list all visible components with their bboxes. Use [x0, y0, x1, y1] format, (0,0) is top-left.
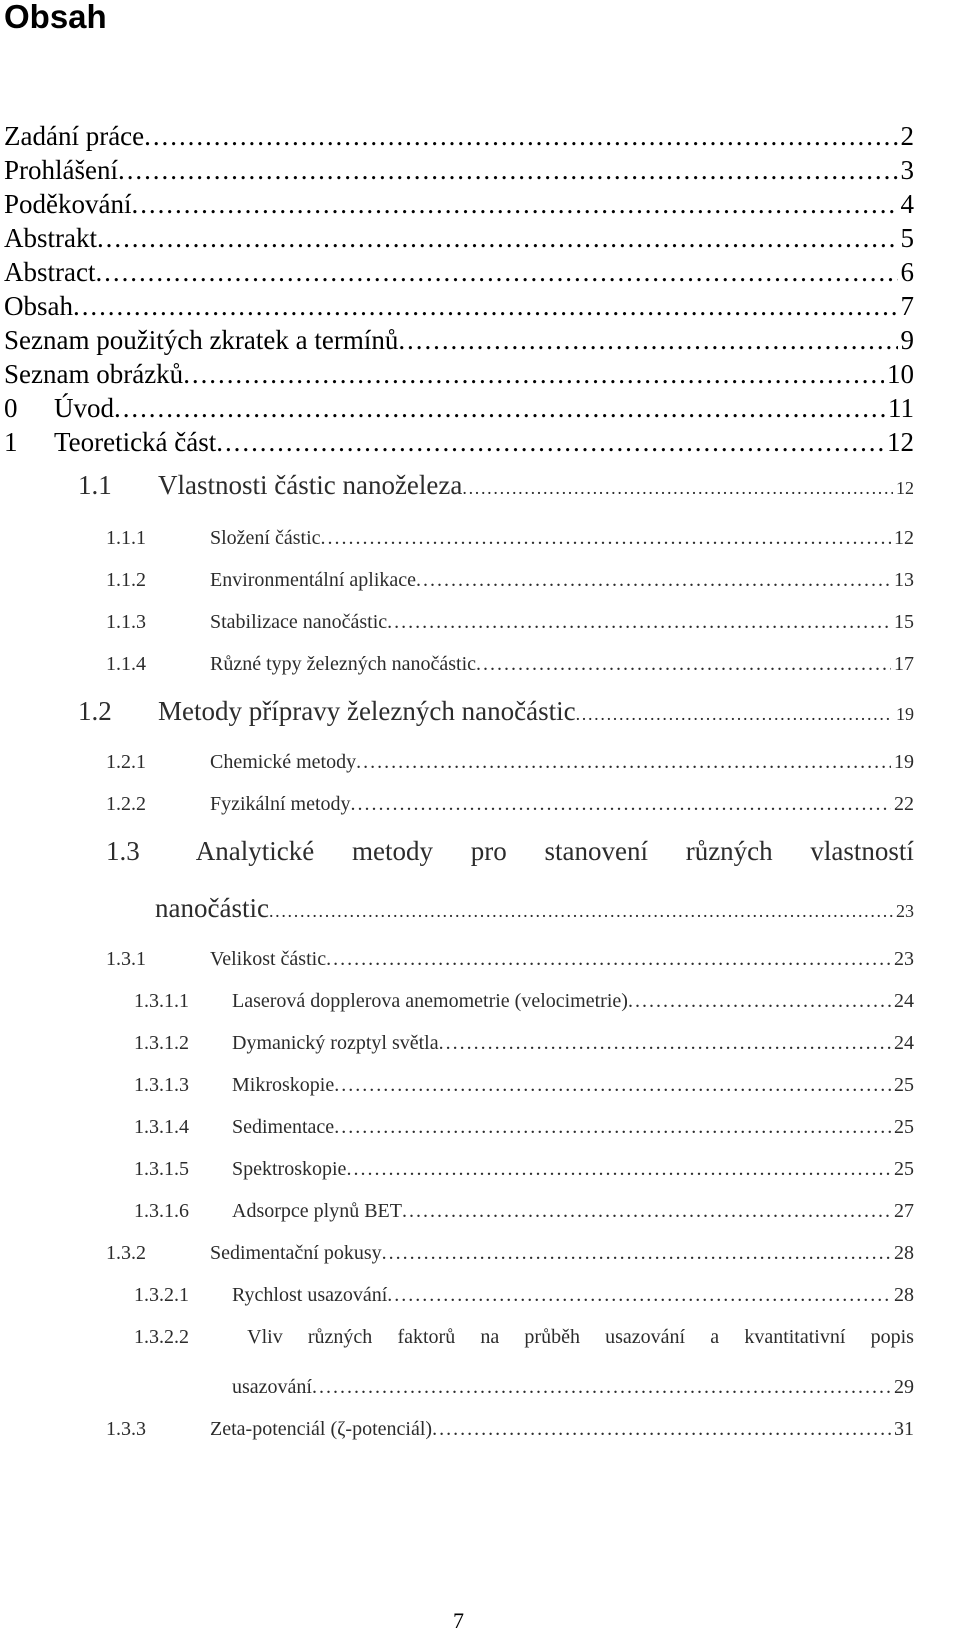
toc-entry-title: Stabilizace nanočástic [210, 611, 388, 633]
toc-entry-title: Poděkování [4, 189, 132, 219]
toc-entry-1-3-1[interactable] [106, 948, 914, 978]
dot-leader [476, 653, 891, 676]
toc-page-number: 28 [894, 1284, 914, 1306]
toc-entry-word: pro [470, 836, 507, 866]
toc-entry-word: stanovení [544, 836, 648, 866]
page-number: 7 [453, 1608, 464, 1633]
toc-entry-title: Spektroskopie [232, 1158, 347, 1180]
toc-page-number: 10 [887, 359, 914, 389]
toc-entry-title: Různé typy železných nanočástic [210, 653, 476, 675]
toc-entry-title: Rychlost usazování [232, 1284, 388, 1306]
toc-entry-title: Zeta-potenciál (ζ-potenciál) [210, 1418, 433, 1440]
dot-leader [346, 1158, 891, 1181]
toc-entry-title: Sedimentace [232, 1116, 335, 1138]
dot-leader [114, 393, 885, 424]
toc-page-number: 23 [894, 948, 914, 970]
toc-entry-1-1-2[interactable] [106, 569, 914, 599]
toc-section-number: 1.1.2 [106, 569, 146, 591]
toc-page-number: 7 [900, 291, 914, 321]
toc-entry-word: různých [307, 1326, 373, 1348]
toc-entry-obrazky[interactable] [4, 359, 914, 394]
toc-page-number: 6 [900, 257, 914, 287]
toc-entry-title: Abstrakt [4, 223, 97, 253]
toc-entry-word: Analytické [195, 836, 315, 866]
toc-entry-title: Environmentální aplikace [210, 569, 417, 591]
toc-page-number: 25 [894, 1074, 914, 1096]
dot-leader [387, 1284, 891, 1307]
dot-leader [326, 948, 891, 971]
toc-entry-title: Zadání práce [4, 121, 145, 151]
toc-page-number: 13 [894, 569, 914, 591]
dot-leader [95, 257, 897, 288]
toc-page-number: 11 [888, 393, 914, 423]
dot-leader [356, 751, 891, 774]
toc-section-number: 1.3.1.5 [134, 1158, 189, 1180]
dot-leader [183, 359, 884, 390]
toc-page-number: 27 [894, 1200, 914, 1222]
toc-entry-word: metody [351, 836, 433, 866]
toc-entry-word: faktorů [397, 1326, 456, 1348]
toc-section-number: 1.3.2.1 [134, 1284, 189, 1306]
toc-entry-1-3-2[interactable] [106, 1242, 914, 1272]
toc-page-number: 2 [900, 121, 914, 151]
toc-page-number: 12 [887, 427, 914, 457]
toc-entry-word: průběh [524, 1326, 580, 1348]
dot-leader [118, 155, 898, 186]
toc-section-number: 1.3.1.6 [134, 1200, 189, 1222]
toc-page-number: 24 [894, 1032, 914, 1054]
toc-page-number: 12 [894, 527, 914, 549]
toc-page-number: 9 [900, 325, 914, 355]
toc-page-number: 17 [894, 653, 914, 675]
toc-entry-1-3-continued[interactable] [155, 893, 914, 933]
toc-entry-word: kvantitativní [744, 1326, 846, 1348]
dot-leader [132, 189, 898, 220]
toc-entry-abstrakt[interactable] [4, 223, 914, 258]
toc-entry-title: Teoretická část [54, 427, 217, 457]
toc-section-number: 1.3.3 [106, 1418, 146, 1440]
toc-page-number: 15 [894, 611, 914, 633]
toc-entry-title: Seznam obrázků [4, 359, 184, 389]
toc-section-number: 1.3.1.3 [134, 1074, 189, 1096]
dot-leader [439, 1032, 891, 1055]
toc-page-number: 25 [894, 1158, 914, 1180]
toc-entry-1-2-2[interactable] [106, 793, 914, 823]
toc-entry-1-2-1[interactable] [106, 751, 914, 781]
toc-entry-1-3-1-4[interactable] [134, 1116, 914, 1146]
toc-page-number: 31 [894, 1418, 914, 1440]
toc-entry-title: Obsah [4, 291, 73, 321]
toc-entry-1-3-3[interactable] [106, 1418, 914, 1448]
dot-leader [382, 1242, 891, 1265]
dot-leader [334, 1116, 891, 1139]
dot-leader [269, 901, 893, 922]
toc-section-number: 1.2 [78, 696, 112, 726]
toc-entry-1-3-1-1[interactable] [134, 990, 914, 1020]
toc-page-number: 4 [900, 189, 914, 219]
toc-section-number: 1.1.4 [106, 653, 146, 675]
toc-page-number: 28 [894, 1242, 914, 1264]
toc-page-number: 5 [900, 223, 914, 253]
toc-section-number: 1.2.1 [106, 751, 146, 773]
toc-entry-1-3-2-2[interactable] [134, 1326, 914, 1349]
toc-section-number: 1.1.3 [106, 611, 146, 633]
toc-entry-title: Mikroskopie [232, 1074, 335, 1096]
dot-leader [398, 325, 897, 356]
toc-entry-title: Vlastnosti částic nanoželeza [158, 470, 463, 500]
dot-leader [628, 990, 891, 1013]
dot-leader [321, 527, 891, 550]
toc-entry-title: Úvod [54, 393, 114, 423]
toc-page-number: 24 [894, 990, 914, 1012]
toc-entry-word: vlastností [810, 836, 914, 866]
toc-section-number: 1.3.2.2 [134, 1326, 189, 1348]
toc-section-number: 1.3 [106, 836, 140, 866]
toc-page-number: 22 [894, 793, 914, 815]
toc-entry-word: různých [685, 836, 773, 866]
toc-entry-1-3-1-6[interactable] [134, 1200, 914, 1230]
toc-entry-prohlaseni[interactable] [4, 155, 914, 190]
toc-entry-1-1-4[interactable] [106, 653, 914, 683]
toc-entry-1-1-1[interactable] [106, 527, 914, 557]
toc-page-number: 12 [896, 478, 914, 498]
toc-section-number: 1 [4, 427, 18, 457]
toc-page-number: 25 [894, 1116, 914, 1138]
toc-entry-title: Dymanický rozptyl světla [232, 1032, 439, 1054]
toc-entry-1-1[interactable] [78, 470, 914, 510]
toc-entry-word: a [710, 1326, 720, 1348]
toc-entry-title: nanočástic [155, 893, 269, 923]
toc-entry-teoreticka-cast[interactable] [4, 427, 914, 462]
toc-section-number: 1.3.2 [106, 1242, 146, 1264]
dot-leader [73, 291, 898, 322]
toc-section-number: 0 [4, 393, 18, 423]
toc-entry-title: Sedimentační pokusy [210, 1242, 382, 1264]
toc-page-number: 19 [896, 704, 914, 724]
toc-entry-zkratky[interactable] [4, 325, 914, 360]
toc-section-number: 1.1 [78, 470, 112, 500]
dot-leader [416, 569, 891, 592]
toc-entry-1-2[interactable] [78, 696, 914, 736]
toc-section-number: 1.2.2 [106, 793, 146, 815]
toc-entry-word: Vliv [247, 1326, 283, 1348]
toc-page-number: 23 [896, 901, 914, 921]
toc-entry-obsah[interactable] [4, 291, 914, 326]
toc-section-number: 1.3.1.2 [134, 1032, 189, 1054]
toc-entry-title: Laserová dopplerova anemometrie (velocimetrie) [232, 990, 628, 1012]
dot-leader [312, 1376, 891, 1399]
dot-leader [144, 121, 897, 152]
toc-entry-title: Seznam použitých zkratek a termínů [4, 325, 399, 355]
toc-entry-title: Prohlášení [4, 155, 118, 185]
toc-entry-title: Adsorpce plynů BET [232, 1200, 402, 1222]
toc-entry-word: na [480, 1326, 500, 1348]
toc-entry-title: usazování [232, 1376, 312, 1398]
dot-leader [432, 1418, 891, 1441]
dot-leader [216, 427, 884, 458]
toc-entry-title: Fyzikální metody [210, 793, 351, 815]
toc-section-number: 1.3.1.1 [134, 990, 189, 1012]
toc-entry-1-3-1-5[interactable] [134, 1158, 914, 1188]
dot-leader [351, 793, 891, 816]
toc-entry-word: usazování [605, 1326, 686, 1348]
toc-entry-title: Složení částic [210, 527, 321, 549]
toc-section-number: 1.3.1.4 [134, 1116, 189, 1138]
toc-entry-word: popis [870, 1326, 914, 1348]
dot-leader [97, 223, 898, 254]
toc-entry-title: Abstract [4, 257, 96, 287]
toc-entry-1-3-2-2-continued[interactable] [232, 1376, 914, 1406]
toc-entry-1-3[interactable] [106, 836, 914, 867]
toc-entry-uvod[interactable] [4, 393, 914, 428]
toc-entry-title: Chemické metody [210, 751, 357, 773]
dot-leader [462, 478, 893, 499]
toc-entry-podekovani[interactable] [4, 189, 914, 224]
toc-entry-1-3-1-3[interactable] [134, 1074, 914, 1104]
dot-leader [402, 1200, 891, 1223]
toc-section-number: 1.3.1 [106, 948, 146, 970]
toc-entry-title: Metody přípravy železných nanočástic [158, 696, 576, 726]
dot-leader [334, 1074, 891, 1097]
toc-entry-1-1-3[interactable] [106, 611, 914, 641]
toc-entry-title: Velikost částic [210, 948, 327, 970]
toc-page-number: 29 [894, 1376, 914, 1398]
toc-page-number: 3 [900, 155, 914, 185]
toc-entry-1-3-1-2[interactable] [134, 1032, 914, 1062]
toc-section-number: 1.1.1 [106, 527, 146, 549]
page-title: Obsah [4, 0, 107, 35]
toc-entry-1-3-2-1[interactable] [134, 1284, 914, 1314]
dot-leader [387, 611, 891, 634]
toc-entry-abstract[interactable] [4, 257, 914, 292]
toc-entry-zadani[interactable] [4, 121, 914, 156]
dot-leader [576, 704, 893, 725]
toc-page-number: 19 [894, 751, 914, 773]
